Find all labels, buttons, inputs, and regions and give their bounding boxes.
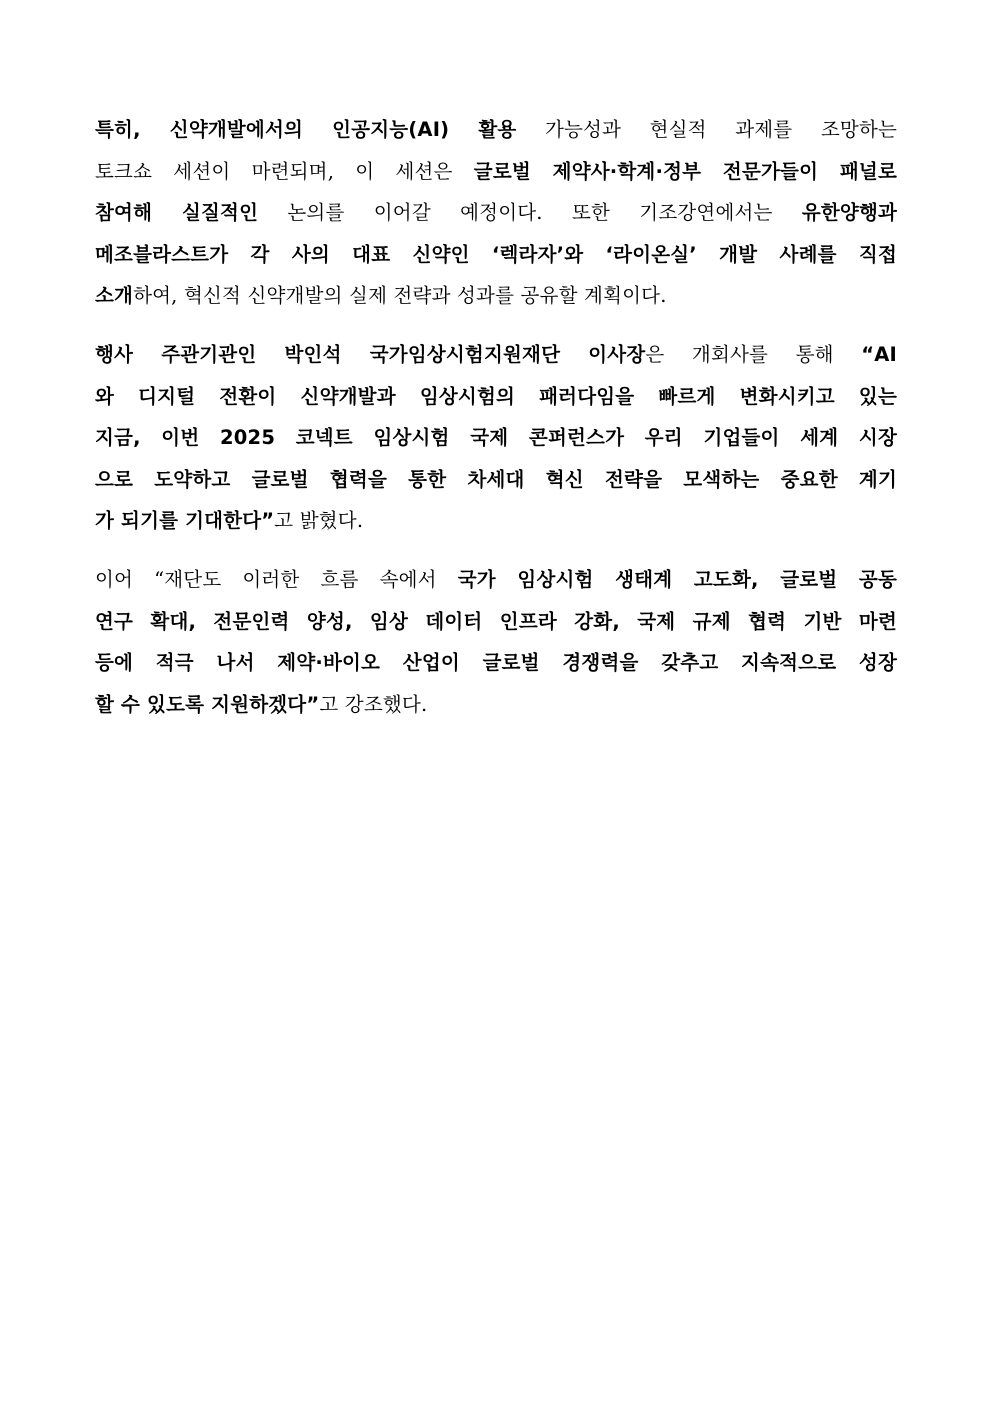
text-run: 논의를 이어갈 예정이다. 또한 기조강연에서는 [258,201,802,224]
text-line [95,459,897,501]
text-line [95,192,897,234]
text-run: 유한양행과 [801,201,898,224]
text-line [95,601,897,643]
text-line [95,334,897,376]
text-run: 고 강조했다. [319,692,428,716]
text-run: 가능성과 현실적 과제를 조망하는 [516,118,897,141]
text-line [95,376,897,418]
text-run: 와 디지털 전환이 신약개발과 임상시험의 패러다임을 빠르게 변화시키고 있는 [95,384,897,408]
text-run: 하여, 혁신적 신약개발의 실제 전략과 성과를 공유할 계획이다. [133,284,667,307]
text-run: 가 되기를 기대한다” [95,509,275,532]
paragraph-ai-talkshow [95,109,897,317]
text-line [95,417,897,459]
text-run: 은 개회사를 통해 [645,343,862,366]
text-line [95,275,897,317]
text-run: 고 밝혔다. [274,509,364,532]
text-run: 이어 “재단도 이러한 흐름 속에서 [95,568,458,591]
text-run: 글로벌 제약사·학계·정부 전문가들이 패널로 [473,159,897,183]
text-run: 행사 주관기관인 박인석 국가임상시험지원재단 이사장 [95,343,646,366]
text-run: 연구 확대, 전문인력 양성, 임상 데이터 인프라 강화, 국제 규제 협력 기반 마련 [95,609,897,633]
text-run: 토크쇼 세션이 마련되며, 이 세션은 [95,159,474,183]
text-line [95,109,897,151]
paragraph-foundation-support [95,559,897,725]
text-line [95,234,897,276]
text-run: 소개 [95,284,134,307]
text-run: 특히, 신약개발에서의 인공지능(AI) 활용 [95,118,517,141]
text-run: “AI [861,343,897,366]
text-run: 국가 임상시험 생태계 고도화, 글로벌 공동 [457,568,897,591]
text-run: 으로 도약하고 글로벌 협력을 통한 차세대 혁신 전략을 모색하는 중요한 계기 [95,467,897,491]
text-run: 참여해 실질적인 [95,201,259,224]
text-line [95,500,897,542]
text-run: 지금, 이번 2025 코넥트 임상시험 국제 콘퍼런스가 우리 기업들이 세계 시장 [95,426,897,449]
paragraph-chairman-remarks [95,334,897,542]
text-run: 메조블라스트가 각 사의 대표 신약인 ‘렉라자’와 ‘라이온실’ 개발 사례를 직접 [95,242,897,266]
text-line [95,151,897,193]
text-line [95,684,897,726]
text-line [95,642,897,684]
text-run: 등에 적극 나서 제약·바이오 산업이 글로벌 경쟁력을 갖추고 지속적으로 성장 [95,651,897,674]
text-run: 할 수 있도록 지원하겠다” [95,692,320,716]
text-line [95,559,897,601]
